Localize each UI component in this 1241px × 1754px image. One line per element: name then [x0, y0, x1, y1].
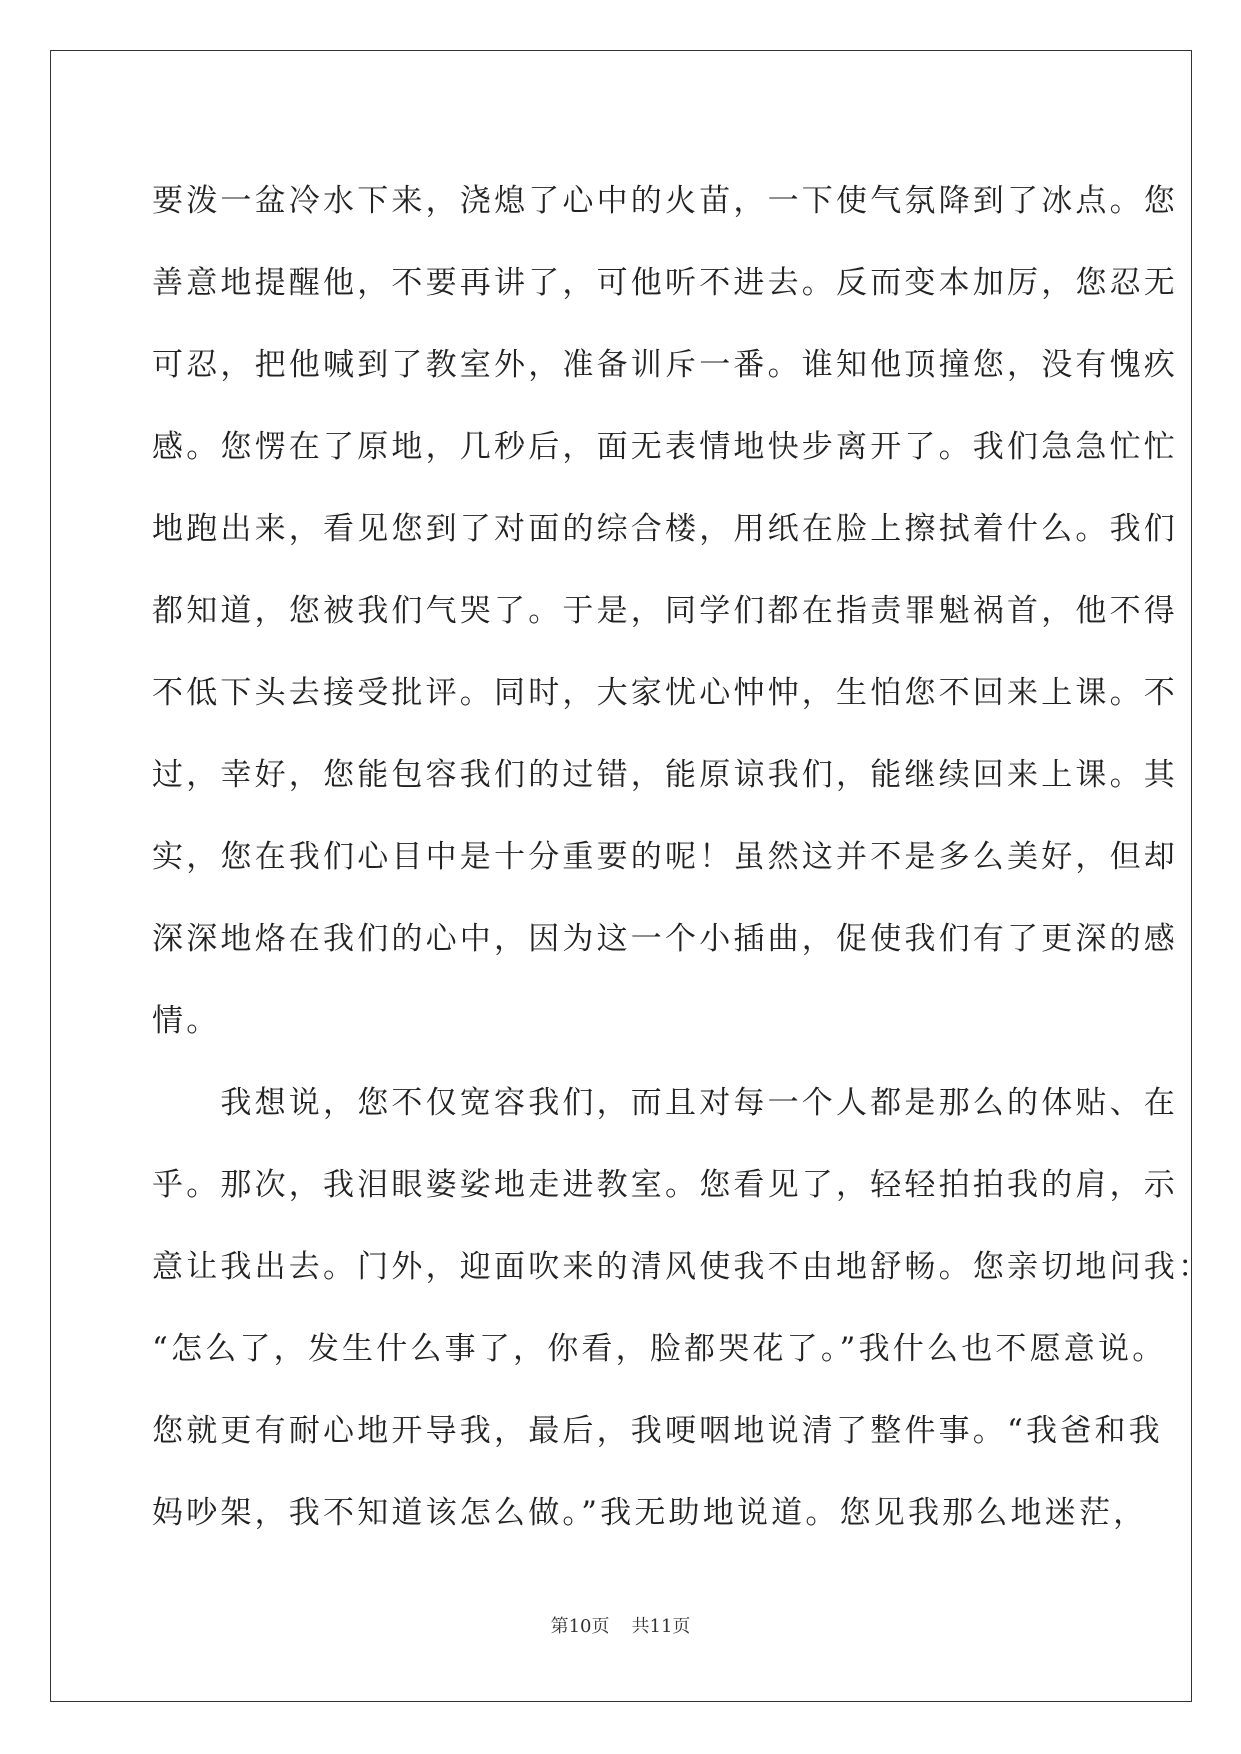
text-line: 我想说，您不仅宽容我们，而且对每一个人都是那么的体贴、在 [152, 1085, 1178, 1121]
text-line: “怎么了，发生什么事了，你看，脸都哭花了。”我什么也不愿意说。 [152, 1331, 1167, 1367]
text-line: 您就更有耐心地开导我，最后，我哽咽地说清了整件事。“我爸和我 [152, 1413, 1163, 1449]
document-body [152, 160, 1213, 1554]
text-line: 可忍，把他喊到了教室外，准备训斥一番。谁知他顶撞您，没有愧疚 [152, 347, 1178, 383]
text-line: 善意地提醒他，不要再讲了，可他听不进去。反而变本加厉，您忍无 [152, 265, 1178, 301]
text-line: 实，您在我们心目中是十分重要的呢！虽然这并不是多么美好，但却 [152, 839, 1178, 875]
text-line: 不低下头去接受批评。同时，大家忧心忡忡，生怕您不回来上课。不 [152, 675, 1178, 711]
text-line: 意让我出去。门外，迎面吹来的清风使我不由地舒畅。您亲切地问我： [152, 1249, 1213, 1285]
text-line: 要泼一盆冷水下来，浇熄了心中的火苗，一下使气氛降到了冰点。您 [152, 183, 1178, 219]
text-line: 乎。那次，我泪眼婆娑地走进教室。您看见了，轻轻拍拍我的肩，示 [152, 1167, 1178, 1203]
text-line: 都知道，您被我们气哭了。于是，同学们都在指责罪魁祸首，他不得 [152, 593, 1178, 629]
text-line: 地跑出来，看见您到了对面的综合楼，用纸在脸上擦拭着什么。我们 [152, 511, 1178, 547]
text-line: 妈吵架，我不知道该怎么做。”我无助地说道。您见我那么地迷茫， [152, 1495, 1148, 1531]
page-total: 共11页 [631, 1616, 691, 1637]
page-number: 第10页 [550, 1616, 610, 1637]
text-line: 过，幸好，您能包容我们的过错，能原谅我们，能继续回来上课。其 [152, 757, 1178, 793]
text-line: 情。 [152, 1003, 221, 1039]
text-line: 感。您愣在了原地，几秒后，面无表情地快步离开了。我们急急忙忙 [152, 429, 1178, 465]
page-footer [0, 1612, 1241, 1638]
text-line: 深深地烙在我们的心中，因为这一个小插曲，促使我们有了更深的感 [152, 921, 1178, 957]
